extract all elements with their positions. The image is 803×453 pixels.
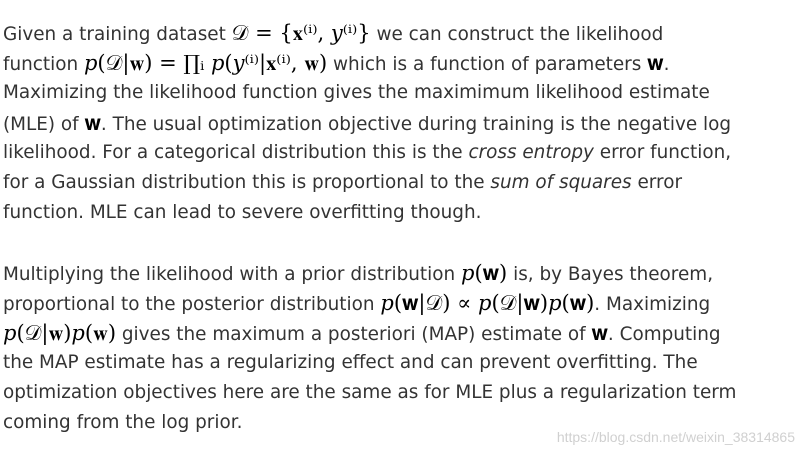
math-w: 𝐰 — [591, 321, 608, 345]
text-run: which is a function of parameters — [327, 54, 648, 75]
text-run: . Computing — [607, 324, 721, 345]
text-line — [3, 138, 798, 168]
text-line — [3, 318, 798, 348]
text-line — [3, 18, 798, 48]
document-body — [3, 18, 798, 438]
text-run: Given a training dataset — [3, 24, 232, 45]
paragraph-map — [3, 258, 798, 438]
text-line — [3, 258, 798, 288]
watermark-url: https://blog.csdn.net/weixin_38314865 — [556, 429, 795, 445]
text-run: . Maximizing — [594, 294, 711, 315]
text-run: (MLE) of — [3, 114, 85, 135]
text-run: error function, — [593, 142, 732, 163]
text-run: Maximizing the likelihood function gives the maximimum likelihood estimate — [3, 82, 710, 103]
emphasis-cross-entropy: cross entropy — [468, 142, 594, 163]
text-run: gives the maximum a posteriori (MAP) estimate of — [116, 324, 592, 345]
paragraph-mle — [3, 18, 798, 228]
text-run: is, by Bayes theorem, — [507, 264, 714, 285]
text-line — [3, 348, 798, 378]
math-likelihood: 𝑝(𝒟|𝐰) = ∏ᵢ 𝑝(𝑦⁽ⁱ⁾|𝐱⁽ⁱ⁾, 𝐰) — [83, 51, 328, 75]
math-prior: 𝑝(𝐰) — [461, 261, 508, 285]
text-run: Multiplying the likelihood with a prior distribution — [3, 264, 461, 285]
text-run: optimization objectives here are the same as for MLE plus a regularization term — [3, 382, 737, 403]
text-run: likelihood. For a categorical distribution this is the — [3, 142, 469, 163]
text-run: . — [663, 54, 670, 75]
math-w: 𝐰 — [647, 51, 664, 75]
math-posterior: 𝑝(𝐰|𝒟) ∝ 𝑝(𝒟|𝐰)𝑝(𝐰) — [380, 291, 595, 315]
emphasis-sum-of-squares: sum of squares — [490, 172, 632, 193]
text-run: . The usual optimization objective during training is the negative log — [100, 114, 732, 135]
math-joint: 𝑝(𝒟|𝐰)𝑝(𝐰) — [3, 321, 117, 345]
text-run: coming from the log prior. — [3, 412, 243, 433]
text-run: error — [631, 172, 683, 193]
text-run: function — [3, 54, 84, 75]
math-w: 𝐰 — [84, 111, 101, 135]
text-run: we can construct the likelihood — [370, 24, 664, 45]
text-run: function. MLE can lead to severe overfitting though. — [3, 202, 482, 223]
text-line — [3, 288, 798, 318]
text-run: the MAP estimate has a regularizing effect and can prevent overfitting. The — [3, 352, 698, 373]
text-line — [3, 48, 798, 78]
text-line — [3, 78, 798, 108]
text-line — [3, 198, 798, 228]
text-line — [3, 108, 798, 138]
text-line — [3, 168, 798, 198]
math-dataset: 𝒟 = {𝐱⁽ⁱ⁾, 𝑦⁽ⁱ⁾} — [231, 21, 371, 45]
text-line — [3, 378, 798, 408]
text-run: proportional to the posterior distribution — [3, 294, 381, 315]
text-run: for a Gaussian distribution this is proportional to the — [3, 172, 491, 193]
